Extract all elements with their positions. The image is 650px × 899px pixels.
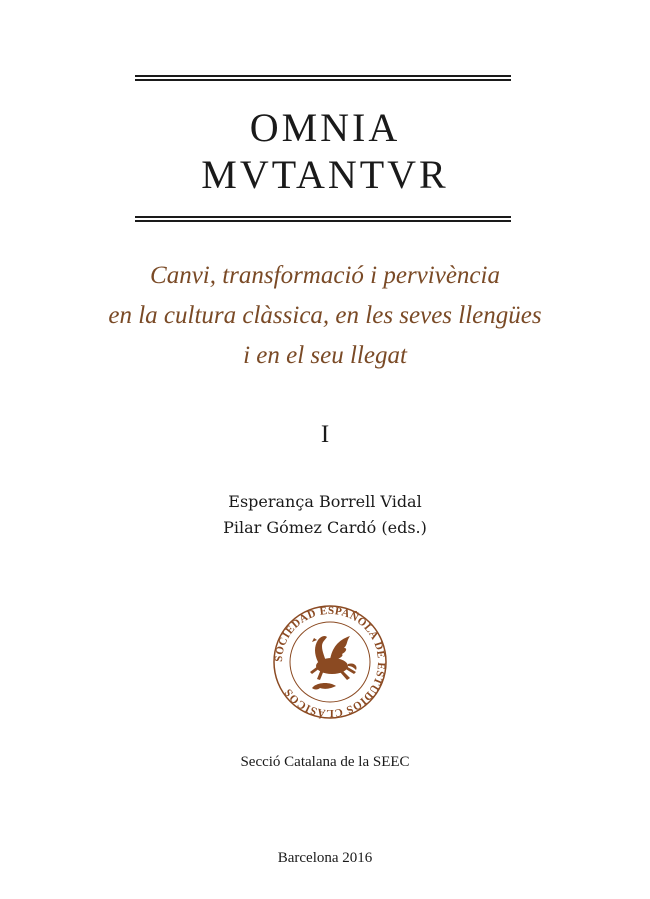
subtitle-line-1: Canvi, transformació i pervivència xyxy=(150,262,500,289)
subtitle-line-3: i en el seu llegat xyxy=(243,342,407,369)
bottom-double-rule xyxy=(135,216,511,222)
top-double-rule xyxy=(135,75,511,81)
subtitle xyxy=(0,256,650,376)
main-title-line-2: MVTANTVR xyxy=(201,152,449,197)
rule-line xyxy=(135,79,511,81)
imprint-place-year: Barcelona 2016 xyxy=(277,850,373,866)
subtitle-line-2: en la cultura clàssica, en les seves llengües xyxy=(108,302,542,329)
editor-1: Esperança Borrell Vidal xyxy=(228,492,422,511)
editor-2: Pilar Gómez Cardó (eds.) xyxy=(223,518,427,537)
svg-text:SOCIEDAD ESPAÑOLA DE ESTUDIOS: SOCIEDAD ESPAÑOLA DE ESTUDIOS CLÁSICOS xyxy=(272,604,388,720)
section-name: Secció Catalana de la SEEC xyxy=(240,754,410,770)
pegasus-seal-icon xyxy=(270,602,390,722)
volume-number: I xyxy=(320,421,330,448)
editors xyxy=(0,489,650,541)
main-title-line-1: OMNIA xyxy=(249,105,401,150)
society-seal-logo xyxy=(270,602,390,722)
rule-line xyxy=(135,220,511,222)
